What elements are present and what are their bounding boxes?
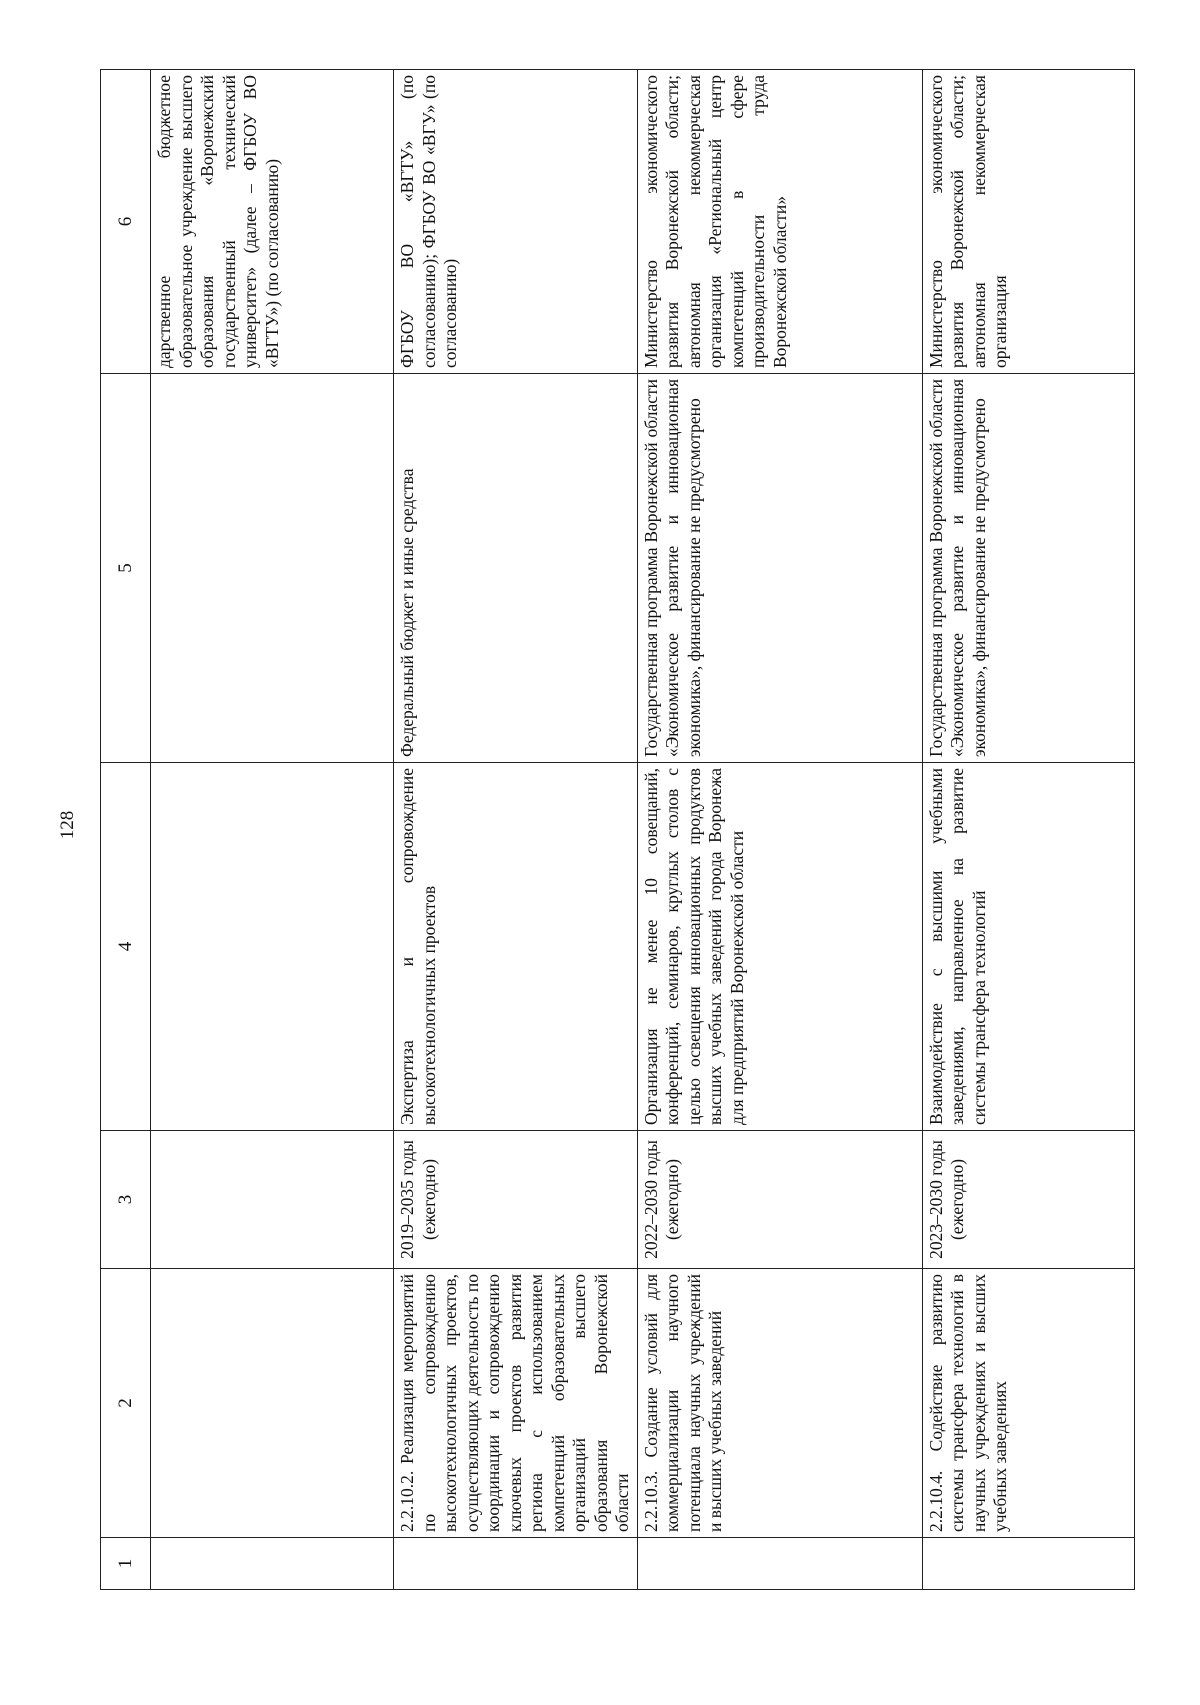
cell-funding: Государственная программа Воронежской области «Экономическое развитие и инновационная экономика», финансирование не предусмотрено: [637, 374, 922, 763]
cell-funding: [151, 374, 394, 763]
column-header: 4: [101, 763, 151, 1131]
measures-table: [100, 69, 1135, 1590]
cell-executor: дарственное бюджетное образовательное учреждение высшего образования «Воронежский государственный технический университет» (далее – ФГБОУ ВО «ВГТУ») (по согласованию): [151, 70, 394, 374]
cell-number: [922, 1538, 1134, 1590]
cell-funding: Федеральный бюджет и иные средства: [394, 374, 638, 763]
cell-result: Организация не менее 10 совещаний, конференций, семинаров, круглых столов с целью освещения инновационных продуктов высших учебных заведений города Воронежа для предприятий Воронежской области: [637, 763, 922, 1131]
column-header: 3: [101, 1131, 151, 1269]
page-number: 128: [57, 810, 78, 840]
cell-funding: Государственная программа Воронежской области «Экономическое развитие и инновационная экономика», финансирование не предусмотрено: [922, 374, 1134, 763]
cell-executor: Министерство экономического развития Воронежской области; автономная некоммерческая организация «Региональный центр компетенций в сфере производительности труда Воронежской области»: [637, 70, 922, 374]
cell-executor: ФГБОУ ВО «ВГТУ» (по согласованию); ФГБОУ ВО «ВГУ» (по согласованию): [394, 70, 638, 374]
table-row: [151, 70, 394, 1590]
table-header-row: [101, 70, 151, 1590]
cell-measure: [151, 1269, 394, 1538]
cell-period: [151, 1131, 394, 1269]
cell-result: Взаимодействие с высшими учебными заведениями, направленное на развитие системы трансфера технологий: [922, 763, 1134, 1131]
cell-measure: 2.2.10.4. Содействие развитию системы трансфера технологий в научных учреждениях и высших учебных заведениях: [922, 1269, 1134, 1538]
cell-number: [394, 1538, 638, 1590]
cell-number: [151, 1538, 394, 1590]
table-row: [637, 70, 922, 1590]
cell-period: 2022–2030 годы (ежегодно): [637, 1131, 922, 1269]
column-header: 5: [101, 374, 151, 763]
table-row: [394, 70, 638, 1590]
cell-measure: 2.2.10.2. Реализация мероприятий по сопровождению высокотехнологичных проектов, осуществляющих деятельность по координации и сопровождению ключевых проектов развития региона с использованием компетенций образовательных организаций высшего образования Воронежской области: [394, 1269, 638, 1538]
cell-result: Экспертиза и сопровождение высокотехнологичных проектов: [394, 763, 638, 1131]
rotated-page: [100, 70, 1115, 1590]
table-row: [922, 70, 1134, 1590]
column-header: 1: [101, 1538, 151, 1590]
cell-result: [151, 763, 394, 1131]
column-header: 2: [101, 1269, 151, 1538]
column-header: 6: [101, 70, 151, 374]
cell-number: [637, 1538, 922, 1590]
cell-period: 2019–2035 годы (ежегодно): [394, 1131, 638, 1269]
cell-measure: 2.2.10.3. Создание условий для коммерциализации научного потенциала научных учреждений и высших учебных заведений: [637, 1269, 922, 1538]
cell-period: 2023–2030 годы (ежегодно): [922, 1131, 1134, 1269]
cell-executor: Министерство экономического развития Воронежской области; автономная некоммерческая организация: [922, 70, 1134, 374]
